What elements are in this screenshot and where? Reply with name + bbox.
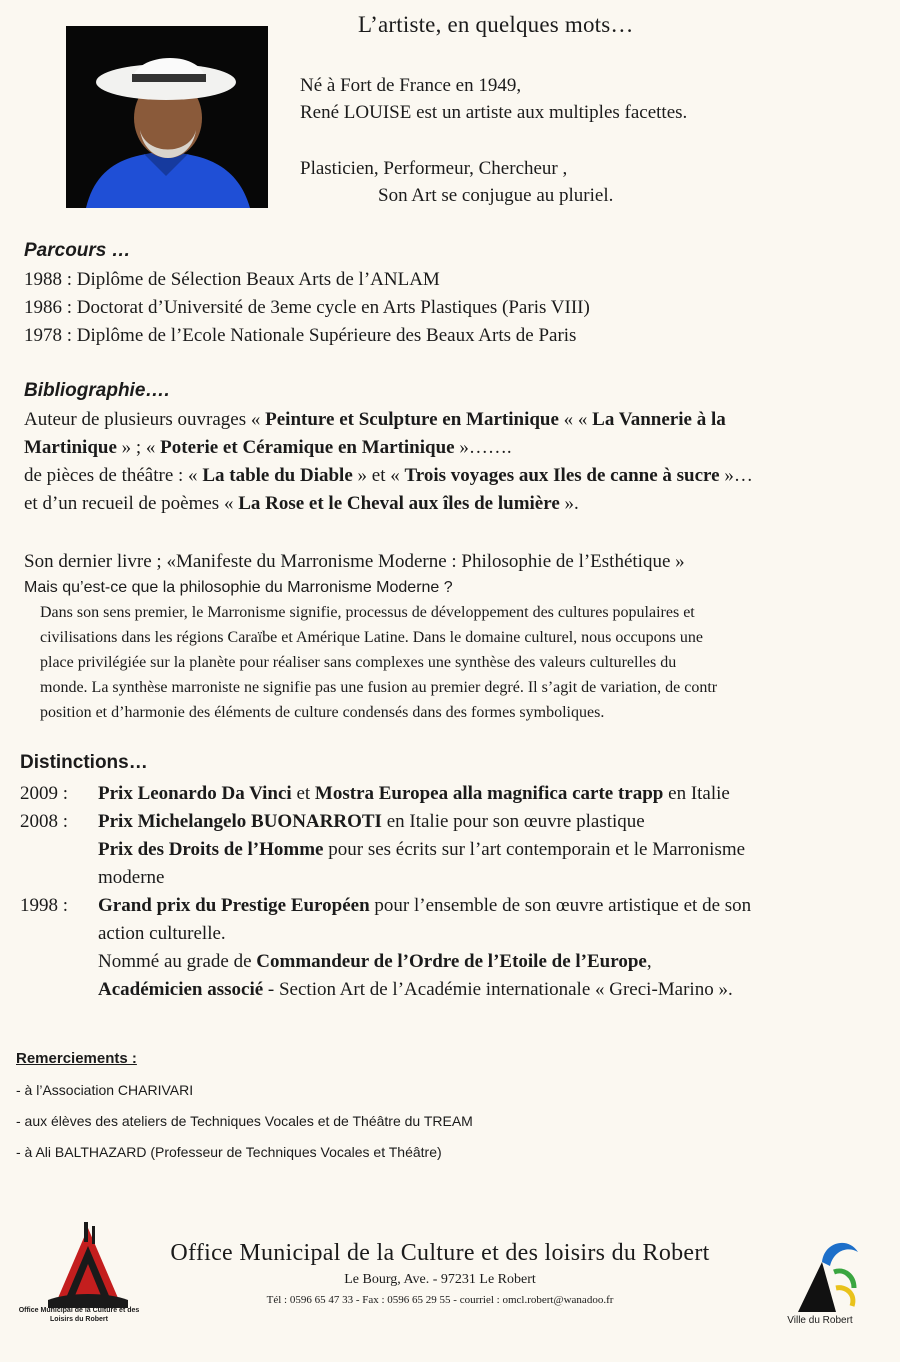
bibliographie-line-1 [24, 408, 726, 432]
distinction-prize: Mostra Europea alla magnifica carte trapp [314, 783, 664, 804]
parcours-heading: Parcours … [24, 240, 131, 261]
poem-title: La Rose et le Cheval aux îles de lumière [238, 493, 560, 514]
distinction-entry [98, 892, 751, 920]
text-span: pour ses écrits sur l’art contemporain et le Marronisme [323, 839, 746, 860]
portrait-illustration [66, 26, 268, 208]
play-title: Trois voyages aux Iles de canne à sucre [404, 465, 720, 486]
intro-line-3: Plasticien, Performeur, Chercheur , [300, 158, 568, 179]
book-title: Peinture et Sculpture en Martinique [265, 409, 559, 430]
distinction-entry [98, 808, 645, 836]
omcl-logo-caption: Office Municipal de la Culture et des Loisirs du Robert [18, 1307, 140, 1323]
parcours-item: 1986 : Doctorat d’Université de 3eme cycle en Arts Plastiques (Paris VIII) [24, 297, 590, 318]
footer-contact: Tél : 0596 65 47 33 - Fax : 0596 65 29 55 - courriel : omcl.robert@wanadoo.fr [266, 1294, 614, 1306]
text-span: pour l’ensemble de son œuvre artistique et de son [369, 895, 752, 916]
distinctions-heading: Distinctions… [20, 752, 148, 773]
bibliographie-line-4 [24, 492, 579, 516]
text-span: action culturelle. [98, 923, 226, 944]
text-span: et [291, 783, 315, 804]
intro-line-2: René LOUISE est un artiste aux multiples facettes. [300, 102, 688, 123]
text-span: « « [558, 409, 593, 430]
remerciements-item: - aux élèves des ateliers de Techniques Vocales et de Théâtre du TREAM [16, 1113, 473, 1129]
livre-paragraph-line: Dans son sens premier, le Marronisme signifie, processus de développement des cultures populaires et [40, 604, 695, 621]
intro-line-4: Son Art se conjugue au pluriel. [378, 185, 614, 206]
parcours-item: 1988 : Diplôme de Sélection Beaux Arts de l’ANLAM [24, 269, 440, 290]
bibliographie-line-2 [24, 436, 512, 460]
livre-question: Mais qu’est-ce que la philosophie du Marronisme Moderne ? [24, 579, 453, 596]
play-title: La table du Diable [202, 465, 353, 486]
livre-paragraph-line: civilisations dans les régions Caraïbe et Amérique Latine. Dans le domaine culturel, nous occupons une [40, 629, 703, 646]
livre-paragraph-line: place privilégiée sur la planète pour réaliser sans complexes une synthèse des valeurs culturelles du [40, 654, 677, 671]
distinction-prize: Prix des Droits de l’Homme [98, 839, 324, 860]
text-span: ». [559, 493, 579, 514]
remerciements-heading: Remerciements : [16, 1050, 137, 1067]
remerciements-item: - à Ali BALTHAZARD (Professeur de Techniques Vocales et Théâtre) [16, 1144, 442, 1160]
distinction-year: 2008 : [20, 811, 69, 832]
distinction-entry [98, 920, 226, 948]
omcl-logo [48, 1218, 128, 1308]
distinction-prize: Commandeur de l’Ordre de l’Etoile de l’Europe [256, 951, 647, 972]
ville-robert-logo [778, 1232, 866, 1314]
intro-title: L’artiste, en quelques mots… [358, 12, 634, 37]
distinction-entry [98, 948, 652, 976]
distinction-prize: Grand prix du Prestige Européen [98, 895, 370, 916]
text-span: » ; « [116, 437, 161, 458]
omcl-logo-graphic [48, 1218, 128, 1308]
distinction-prize: Prix Michelangelo BUONARROTI [98, 811, 382, 832]
text-span: Auteur de plusieurs ouvrages « [24, 409, 266, 430]
bibliographie-line-3 [24, 464, 753, 488]
text-span: »… [719, 465, 753, 486]
text-span: Nommé au grade de [98, 951, 257, 972]
livre-line-1: Son dernier livre ; «Manifeste du Marronisme Moderne : Philosophie de l’Esthétique » [24, 551, 685, 572]
distinction-entry [98, 976, 733, 1004]
livre-paragraph-line: monde. La synthèse marroniste ne signifie pas une fusion au premier degré. Il s’agit de variation, de contr [40, 679, 718, 696]
book-title: Martinique [24, 437, 117, 458]
text-span: , [646, 951, 652, 972]
distinction-year: 1998 : [20, 895, 69, 916]
distinction-prize: Académicien associé [98, 979, 264, 1000]
footer-title: Office Municipal de la Culture et des loisirs du Robert [170, 1240, 710, 1266]
parcours-item: 1978 : Diplôme de l’Ecole Nationale Supérieure des Beaux Arts de Paris [24, 325, 577, 346]
book-title: La Vannerie à la [592, 409, 726, 430]
distinction-entry [98, 780, 730, 808]
remerciements-item: - à l’Association CHARIVARI [16, 1082, 194, 1098]
footer-address: Le Bourg, Ave. - 97231 Le Robert [344, 1272, 536, 1287]
livre-paragraph-line: position et d’harmonie des éléments de culture condensés dans des formes symboliques. [40, 704, 605, 721]
ville-robert-caption: Ville du Robert [787, 1315, 853, 1326]
text-span: - Section Art de l’Académie internationale « Greci-Marino ». [263, 979, 733, 1000]
artist-portrait [66, 26, 268, 208]
text-span: de pièces de théâtre : « [24, 465, 203, 486]
text-span: et d’un recueil de poèmes « [24, 493, 239, 514]
intro-line-1: Né à Fort de France en 1949, [300, 75, 522, 96]
distinction-entry [98, 864, 164, 892]
text-span: moderne [98, 867, 165, 888]
book-title: Poterie et Céramique en Martinique [160, 437, 455, 458]
distinction-year: 2009 : [20, 783, 69, 804]
text-span: »……. [454, 437, 512, 458]
distinction-entry [98, 836, 745, 864]
ville-robert-logo-graphic [778, 1232, 866, 1314]
distinction-prize: Prix Leonardo Da Vinci [98, 783, 292, 804]
bibliographie-heading: Bibliographie…. [24, 380, 170, 401]
text-span: » et « [352, 465, 405, 486]
text-span: en Italie pour son œuvre plastique [381, 811, 645, 832]
text-span: en Italie [663, 783, 730, 804]
